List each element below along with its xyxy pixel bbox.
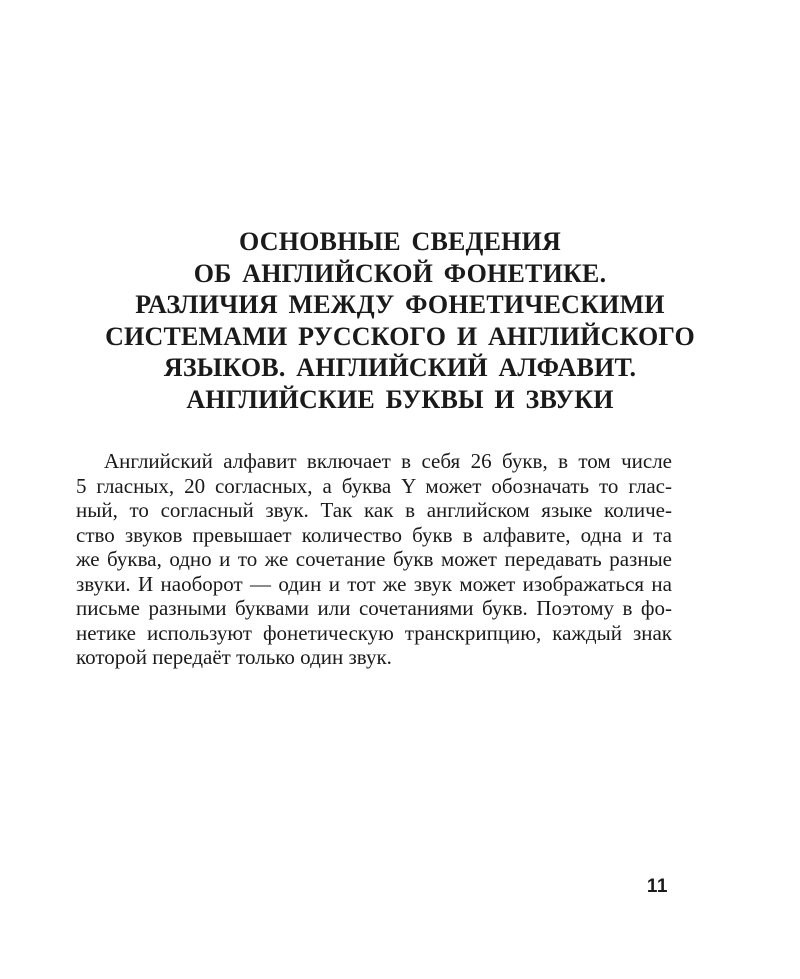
paragraph-line: ство звуков превышает количество букв в алфавите, одна и та [76,522,672,547]
paragraph-line: же буква, одно и то же сочетание букв может передавать разные [76,547,672,571]
heading-line: АНГЛИЙСКИЕ БУКВЫ И ЗВУКИ [186,384,614,414]
heading-line: ОБ АНГЛИЙСКОЙ ФОНЕТИКЕ. [193,258,607,288]
paragraph-line: нетике используют фонетическую транскрипцию, каждый знак [76,620,672,645]
paragraph-line: письме разными буквами или сочетаниями букв. Поэтому в фо- [76,596,672,620]
heading-line: ЯЗЫКОВ. АНГЛИЙСКИЙ АЛФАВИТ. [163,353,637,382]
heading-line: ОСНОВНЫЕ СВЕДЕНИЯ [238,227,561,256]
heading-line: РАЗЛИЧИЯ МЕЖДУ ФОНЕТИЧЕСКИМИ [135,290,665,319]
paragraph-line: Английский алфавит включает в себя 26 букв, в том числе [104,449,672,473]
paragraph-line: ный, то согласный звук. Так как в английском языке количе- [76,498,672,522]
paragraph-line: 5 гласных, 20 согласных, а буква Y может обозначать то глас- [76,473,672,498]
page-number: 11 [646,876,668,897]
chapter-heading [0,226,800,415]
paragraph-line: звуки. И наоборот — один и тот же звук может изображаться на [76,571,672,596]
body-paragraph [76,449,672,670]
heading-line: СИСТЕМАМИ РУССКОГО И АНГЛИЙСКОГО [105,321,695,351]
paragraph-line: которой передаёт только один звук. [76,645,392,669]
